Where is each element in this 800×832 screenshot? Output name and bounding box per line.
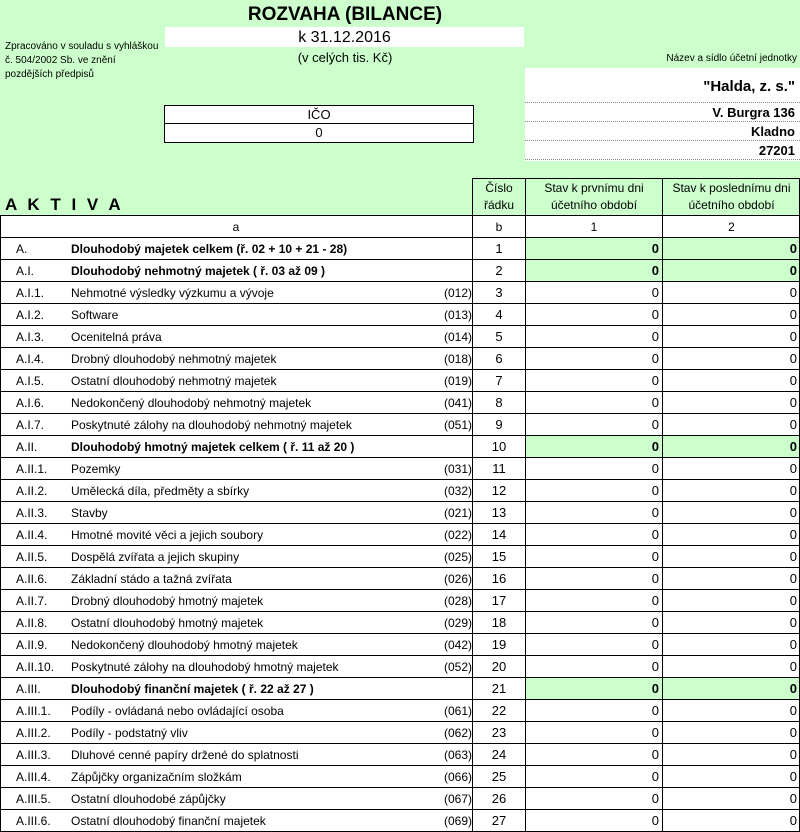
row-account: (067) [443, 792, 472, 806]
grid-line [0, 347, 800, 348]
grid-line [0, 325, 800, 326]
row-account: (028) [443, 594, 472, 608]
row-value-start[interactable]: 0 [651, 813, 659, 828]
table-row [0, 238, 800, 260]
report-unit: (v celých tis. Kč) [297, 50, 393, 65]
row-code: A.III.6. [16, 814, 51, 828]
row-name: Ostatní dlouhodobé zápůjčky [71, 792, 226, 806]
row-name: Software [71, 308, 119, 322]
row-value-start[interactable]: 0 [651, 747, 659, 762]
row-value-start[interactable]: 0 [651, 791, 659, 806]
grid-line [0, 589, 800, 590]
row-code: A.II.5. [16, 550, 48, 564]
row-value-end[interactable]: 0 [789, 395, 797, 410]
row-value-start[interactable]: 0 [651, 351, 659, 366]
row-name: Dlouhodobý finanční majetek ( ř. 22 až 27 ) [71, 682, 314, 696]
row-value-start[interactable]: 0 [651, 593, 659, 608]
col-header-start: Stav k prvnímu dni účetního období [544, 181, 644, 212]
row-account [432, 260, 472, 282]
row-code: A.I.3. [16, 330, 45, 344]
table-row [0, 546, 800, 568]
grid-line [0, 215, 800, 216]
row-name: Dlouhodobý majetek celkem (ř. 02 + 10 + 21 - 28) [71, 242, 348, 256]
table-row [0, 722, 800, 744]
sub-header-2: 2 [728, 220, 735, 234]
row-account: (062) [443, 726, 472, 740]
row-value-end[interactable]: 0 [789, 571, 797, 586]
row-code: A.II.9. [16, 638, 48, 652]
grid-line [0, 391, 800, 392]
row-account [432, 436, 472, 458]
row-name: Nedokončený dlouhodobý nehmotný majetek [71, 396, 312, 410]
row-code: A.III.2. [16, 726, 51, 740]
row-account: (066) [443, 770, 472, 784]
table-row [0, 568, 800, 590]
row-code: A.II.3. [16, 506, 48, 520]
row-value-start[interactable]: 0 [651, 285, 659, 300]
grid-line [0, 237, 800, 238]
grid-line [525, 178, 526, 831]
row-value-end[interactable]: 0 [663, 678, 800, 700]
row-name: Dospělá zvířata a jejich skupiny [71, 550, 240, 564]
row-value-end[interactable]: 0 [789, 659, 797, 674]
row-value-end[interactable]: 0 [789, 703, 797, 718]
row-code: A.I.1. [16, 286, 45, 300]
row-code: A.II.2. [16, 484, 48, 498]
row-account: (032) [443, 484, 472, 498]
row-number: 21 [491, 681, 507, 696]
grid-line [0, 809, 800, 810]
table-row [0, 260, 800, 282]
row-value-end[interactable]: 0 [789, 791, 797, 806]
entity-label: Název a sídlo účetní jednotky [666, 53, 797, 64]
entity-name[interactable]: "Halda, z. s." [525, 68, 800, 103]
row-code: A.III.5. [16, 792, 51, 806]
row-number: 4 [495, 307, 503, 322]
row-name: Nehmotné výsledky výzkumu a vývoje [71, 286, 274, 300]
row-value-start[interactable]: 0 [651, 395, 659, 410]
grid-line [0, 523, 800, 524]
grid-line [0, 655, 800, 656]
table-row [0, 656, 800, 678]
row-account: (042) [443, 638, 472, 652]
row-code: A.II.7. [16, 594, 48, 608]
row-value-start[interactable]: 0 [651, 483, 659, 498]
report-title: ROZVAHA (BILANCE) [247, 4, 443, 25]
row-value-end[interactable]: 0 [789, 725, 797, 740]
row-account: (022) [443, 528, 472, 542]
row-account: (063) [443, 748, 472, 762]
grid-line [0, 369, 800, 370]
row-value-start[interactable]: 0 [651, 659, 659, 674]
table-row [0, 634, 800, 656]
row-account: (025) [443, 550, 472, 564]
row-name: Zápůjčky organizačním složkám [71, 770, 242, 784]
row-value-start[interactable]: 0 [651, 505, 659, 520]
row-value-start[interactable]: 0 [651, 637, 659, 652]
row-value-start[interactable]: 0 [651, 373, 659, 388]
row-value-end[interactable]: 0 [789, 329, 797, 344]
entity-box [525, 68, 800, 161]
row-account: (018) [443, 352, 472, 366]
grid-line [0, 413, 800, 414]
row-value-start[interactable]: 0 [526, 436, 662, 458]
row-name: Drobný dlouhodobý nehmotný majetek [71, 352, 277, 366]
row-value-start[interactable]: 0 [526, 260, 662, 282]
row-value-start[interactable]: 0 [651, 329, 659, 344]
row-name: Dluhové cenné papíry držené do splatnosti [71, 748, 299, 762]
grid-line [0, 765, 800, 766]
row-name: Dlouhodobý nehmotný majetek ( ř. 03 až 09 ) [71, 264, 326, 278]
row-value-end[interactable]: 0 [789, 483, 797, 498]
row-value-end[interactable]: 0 [789, 351, 797, 366]
table-row [0, 524, 800, 546]
grid-line [472, 178, 800, 179]
row-name: Ostatní dlouhodobý nehmotný majetek [71, 374, 277, 388]
table-row [0, 480, 800, 502]
row-code: A.II.1. [16, 462, 48, 476]
row-value-start[interactable]: 0 [651, 417, 659, 432]
row-value-end[interactable]: 0 [789, 549, 797, 564]
row-number: 9 [495, 417, 503, 432]
table-row [0, 788, 800, 810]
row-value-start[interactable]: 0 [651, 769, 659, 784]
row-name: Podíly - podstatný vliv [71, 726, 188, 740]
row-name: Umělecká díla, předměty a sbírky [71, 484, 250, 498]
row-account: (012) [443, 286, 472, 300]
row-number: 8 [495, 395, 503, 410]
row-name: Základní stádo a tažná zvířata [71, 572, 232, 586]
row-value-start[interactable]: 0 [651, 307, 659, 322]
row-number: 16 [491, 571, 507, 586]
row-account [432, 238, 472, 260]
row-value-end[interactable]: 0 [789, 527, 797, 542]
grid-line [0, 633, 800, 634]
row-code: A. [16, 242, 28, 256]
grid-line [0, 435, 800, 436]
row-value-start[interactable]: 0 [651, 703, 659, 718]
table-row [0, 370, 800, 392]
row-name: Poskytnuté zálohy na dlouhodobý hmotný majetek [71, 660, 339, 674]
table-row [0, 436, 800, 458]
row-number: 10 [491, 439, 507, 454]
grid-line [0, 501, 800, 502]
row-number: 17 [491, 593, 507, 608]
row-number: 6 [495, 351, 503, 366]
sub-header-a: a [232, 220, 240, 234]
col-header-row-number: Číslo řádku [483, 181, 515, 212]
grid-line [0, 259, 800, 260]
entity-zip[interactable]: 27201 [525, 141, 800, 160]
row-value-start[interactable]: 0 [526, 678, 662, 700]
grid-line [0, 479, 800, 480]
row-value-end[interactable]: 0 [663, 238, 800, 260]
table-row [0, 414, 800, 436]
row-account: (013) [443, 308, 472, 322]
row-account: (069) [443, 814, 472, 828]
row-name: Hmotné movité věci a jejich soubory [71, 528, 264, 542]
row-account [432, 678, 472, 700]
table-row [0, 612, 800, 634]
row-value-start[interactable]: 0 [651, 725, 659, 740]
row-name: Ocenitelná práva [71, 330, 162, 344]
row-number: 3 [495, 285, 503, 300]
row-account: (052) [443, 660, 472, 674]
row-value-end[interactable]: 0 [663, 436, 800, 458]
row-account: (026) [443, 572, 472, 586]
row-name: Poskytnuté zálohy na dlouhodobý nehmotný majetek [71, 418, 352, 432]
row-number: 13 [491, 505, 507, 520]
row-name: Ostatní dlouhodobý finanční majetek [71, 814, 266, 828]
row-code: A.I. [16, 264, 35, 278]
row-account: (021) [443, 506, 472, 520]
row-code: A.I.4. [16, 352, 45, 366]
row-number: 24 [491, 747, 507, 762]
row-value-start[interactable]: 0 [526, 238, 662, 260]
grid-line [0, 787, 800, 788]
sub-header-b: b [495, 220, 503, 234]
row-value-start[interactable]: 0 [651, 571, 659, 586]
grid-line [0, 303, 800, 304]
grid-line [0, 457, 800, 458]
row-account: (029) [443, 616, 472, 630]
row-code: A.I.5. [16, 374, 45, 388]
row-value-end[interactable]: 0 [789, 593, 797, 608]
row-code: A.III.3. [16, 748, 51, 762]
row-value-start[interactable]: 0 [651, 615, 659, 630]
row-name: Ostatní dlouhodobý hmotný majetek [71, 616, 264, 630]
row-code: A.III.4. [16, 770, 51, 784]
row-account: (014) [443, 330, 472, 344]
ico-label: IČO [307, 107, 331, 122]
row-value-end[interactable]: 0 [789, 813, 797, 828]
row-number: 15 [491, 549, 507, 564]
grid-line [0, 281, 800, 282]
grid-line [0, 677, 800, 678]
row-code: A.I.2. [16, 308, 45, 322]
row-value-end[interactable]: 0 [789, 615, 797, 630]
row-code: A.III. [16, 682, 41, 696]
row-value-end[interactable]: 0 [789, 505, 797, 520]
table-row [0, 744, 800, 766]
row-account: (019) [443, 374, 472, 388]
table-row [0, 678, 800, 700]
legal-note: Zpracováno v souladu s vyhláškou č. 504/2002 Sb. ve znění pozdějších předpisů [5, 41, 159, 80]
row-code: A.II. [16, 440, 38, 454]
row-name: Stavby [71, 506, 108, 520]
entity-street[interactable]: V. Burgra 136 [525, 103, 800, 122]
grid-line [0, 567, 800, 568]
report-date[interactable]: k 31.12.2016 [165, 27, 524, 47]
sub-header-1: 1 [590, 220, 598, 234]
grid-line [0, 611, 800, 612]
row-number: 18 [491, 615, 507, 630]
row-value-end[interactable]: 0 [789, 747, 797, 762]
row-account: (031) [443, 462, 472, 476]
row-name: Dlouhodobý hmotný majetek celkem ( ř. 11 až 20 ) [71, 440, 355, 454]
row-number: 20 [491, 659, 507, 674]
col-header-end: Stav k poslednímu dni účetního období [672, 181, 791, 212]
table-row [0, 282, 800, 304]
grid-line [0, 721, 800, 722]
row-value-start[interactable]: 0 [651, 527, 659, 542]
row-code: A.II.8. [16, 616, 48, 630]
row-value-end[interactable]: 0 [789, 461, 797, 476]
table-row [0, 304, 800, 326]
row-number: 2 [495, 263, 503, 278]
ico-box [164, 105, 474, 143]
table-row [0, 326, 800, 348]
row-account: (051) [443, 418, 472, 432]
entity-city[interactable]: Kladno [525, 122, 800, 141]
row-number: 14 [491, 527, 507, 542]
row-number: 5 [495, 329, 503, 344]
row-name: Drobný dlouhodobý hmotný majetek [71, 594, 264, 608]
table-row [0, 810, 800, 832]
row-number: 1 [495, 241, 503, 256]
row-value-end[interactable]: 0 [663, 260, 800, 282]
table-row [0, 590, 800, 612]
row-number: 22 [491, 703, 507, 718]
row-code: A.II.4. [16, 528, 48, 542]
row-value-start[interactable]: 0 [651, 549, 659, 564]
row-account: (061) [443, 704, 472, 718]
grid-line [472, 178, 473, 831]
row-number: 25 [491, 769, 507, 784]
row-name: Nedokončený dlouhodobý hmotný majetek [71, 638, 298, 652]
row-number: 19 [491, 637, 507, 652]
row-value-end[interactable]: 0 [789, 307, 797, 322]
table-row [0, 458, 800, 480]
grid-line [0, 699, 800, 700]
section-title: A K T I V A [5, 195, 124, 214]
row-code: A.III.1. [16, 704, 51, 718]
row-value-end[interactable]: 0 [789, 769, 797, 784]
grid-line [662, 178, 663, 831]
row-number: 7 [495, 373, 503, 388]
row-name: Podíly - ovládaná nebo ovládající osoba [71, 704, 284, 718]
row-number: 11 [492, 461, 506, 476]
row-code: A.II.10. [16, 660, 55, 674]
grid-line [0, 743, 800, 744]
row-number: 26 [491, 791, 507, 806]
table-row [0, 700, 800, 722]
row-number: 23 [491, 725, 507, 740]
ico-value[interactable]: 0 [165, 123, 473, 142]
table-row [0, 502, 800, 524]
row-code: A.I.6. [16, 396, 45, 410]
row-account: (041) [443, 396, 472, 410]
row-code: A.II.6. [16, 572, 48, 586]
row-value-end[interactable]: 0 [789, 373, 797, 388]
row-number: 12 [491, 483, 507, 498]
row-value-end[interactable]: 0 [789, 417, 797, 432]
row-value-end[interactable]: 0 [789, 637, 797, 652]
table-row [0, 766, 800, 788]
table-row [0, 348, 800, 370]
table-row [0, 392, 800, 414]
row-number: 27 [491, 813, 507, 828]
row-value-start[interactable]: 0 [651, 461, 659, 476]
row-value-end[interactable]: 0 [789, 285, 797, 300]
grid-line [0, 545, 800, 546]
row-name: Pozemky [71, 462, 121, 476]
row-code: A.I.7. [16, 418, 45, 432]
